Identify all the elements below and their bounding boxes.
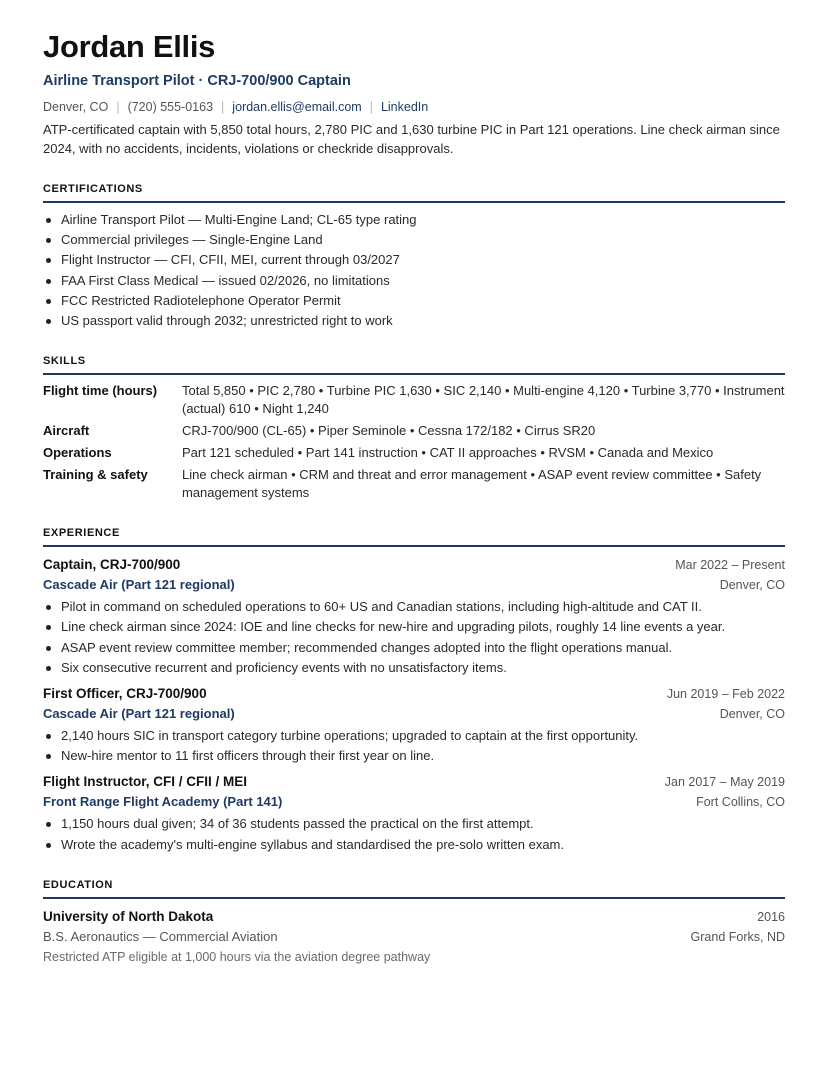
contact-linkedin-link[interactable]: LinkedIn	[380, 100, 429, 114]
job-subheader	[43, 575, 785, 595]
job-header	[43, 772, 785, 792]
education-entry	[43, 907, 785, 967]
list-item: New-hire mentor to 11 first officers through their first year on line.	[43, 747, 785, 765]
graduation-year: 2016	[757, 909, 785, 924]
job-dates: Jun 2019 – Feb 2022	[666, 687, 785, 702]
job-bullets	[43, 815, 785, 853]
section-heading: EXPERIENCE	[43, 527, 120, 540]
skill-value: Part 121 scheduled • Part 141 instruction • CAT II approaches • RVSM • Canada and Mexico	[182, 445, 714, 461]
job-location: Denver, CO	[719, 578, 785, 593]
section-divider	[43, 897, 785, 899]
school-name: University of North Dakota	[43, 908, 214, 924]
section-heading: EDUCATION	[43, 878, 113, 891]
list-item: ASAP event review committee member; recommended changes adopted into the flight operations manual.	[43, 639, 785, 657]
list-item: Pilot in command on scheduled operations to 60+ US and Canadian stations, including high-altitude and CAT II.	[43, 598, 785, 616]
candidate-name: Jordan Ellis	[43, 29, 216, 64]
skill-value: Total 5,850 • PIC 2,780 • Turbine PIC 1,630 • SIC 2,140 • Multi-engine 4,120 • Turbine 3,770 • Instrument (actual) 610 • Night 1,240	[182, 383, 785, 417]
contact-separator: |	[221, 100, 225, 114]
job-entry	[43, 684, 785, 765]
job-role: First Officer, CRJ-700/900	[43, 686, 207, 702]
contact-email-link[interactable]: jordan.ellis@email.com	[232, 100, 362, 114]
contact-separator: |	[116, 100, 120, 114]
section-divider	[43, 545, 785, 547]
list-item: US passport valid through 2032; unrestricted right to work	[43, 312, 785, 330]
list-item: Airline Transport Pilot — Multi-Engine Land; CL-65 type rating	[43, 211, 785, 229]
skill-label: Training & safety	[43, 467, 148, 483]
list-item: 2,140 hours SIC in transport category turbine operations; upgraded to captain at the first opportunity.	[43, 727, 785, 745]
job-role: Flight Instructor, CFI / CFII / MEI	[43, 774, 247, 790]
degree-name: B.S. Aeronautics — Commercial Aviation	[43, 928, 278, 944]
job-location: Denver, CO	[719, 707, 785, 722]
list-item: FAA First Class Medical — issued 02/2026, no limitations	[43, 272, 785, 290]
job-header	[43, 555, 785, 575]
job-subheader	[43, 792, 785, 812]
section-divider	[43, 201, 785, 203]
skill-row	[43, 382, 785, 418]
contact-separator: |	[369, 100, 373, 114]
job-organization: Cascade Air (Part 121 regional)	[43, 706, 235, 722]
skill-label: Operations	[43, 445, 112, 461]
section-heading: CERTIFICATIONS	[43, 183, 143, 195]
job-organization: Cascade Air (Part 121 regional)	[43, 577, 235, 593]
education-header	[43, 907, 785, 927]
list-item: Flight Instructor — CFI, CFII, MEI, current through 03/2027	[43, 251, 785, 269]
skill-row	[43, 466, 785, 502]
skill-label: Flight time (hours)	[43, 383, 158, 399]
certifications-section	[43, 182, 785, 330]
certifications-list	[43, 211, 785, 330]
job-entry	[43, 772, 785, 853]
skill-row	[43, 444, 785, 462]
list-item: Wrote the academy's multi-engine syllabus and standardised the pre-solo written exam.	[43, 836, 785, 854]
job-dates: Mar 2022 – Present	[675, 558, 785, 573]
education-note: Restricted ATP eligible at 1,000 hours via the aviation degree pathway	[43, 949, 431, 964]
job-organization: Front Range Flight Academy (Part 141)	[43, 794, 283, 810]
skill-value: CRJ-700/900 (CL-65) • Piper Seminole • Cessna 172/182 • Cirrus SR20	[182, 423, 596, 439]
summary-text: ATP-certificated captain with 5,850 total hours, 2,780 PIC and 1,630 turbine PIC in Part 121 operations. Line check airman since 2024, with no accidents, incidents, violations or checkride disapprovals.	[43, 122, 780, 156]
contact-phone: (720) 555-0163	[127, 100, 214, 114]
experience-section	[43, 526, 785, 854]
job-subheader	[43, 704, 785, 724]
list-item: Commercial privileges — Single-Engine Land	[43, 231, 785, 249]
job-dates: Jan 2017 – May 2019	[664, 775, 785, 790]
skill-row	[43, 422, 785, 440]
list-item: FCC Restricted Radiotelephone Operator Permit	[43, 292, 785, 310]
section-divider	[43, 373, 785, 375]
contact-location: Denver, CO	[43, 100, 109, 114]
skill-value: Line check airman • CRM and threat and error management • ASAP event review committee • Safety management systems	[182, 467, 762, 501]
skills-section	[43, 354, 785, 502]
job-header	[43, 684, 785, 704]
job-entry	[43, 555, 785, 677]
job-role: Captain, CRJ-700/900	[43, 557, 181, 573]
skills-table	[43, 382, 785, 502]
list-item: 1,150 hours dual given; 34 of 36 students passed the practical on the first attempt.	[43, 815, 785, 833]
school-location: Grand Forks, ND	[690, 929, 785, 944]
list-item: Six consecutive recurrent and proficiency events with no unsatisfactory items.	[43, 659, 785, 677]
professional-title: Airline Transport Pilot · CRJ-700/900 Captain	[43, 73, 351, 89]
contact-line	[43, 99, 785, 115]
list-item: Line check airman since 2024: IOE and line checks for new-hire and upgrading pilots, roughly 14 line events a year.	[43, 618, 785, 636]
education-section	[43, 878, 785, 967]
section-heading: SKILLS	[43, 355, 86, 368]
job-bullets	[43, 598, 785, 677]
skill-label: Aircraft	[43, 423, 90, 439]
job-location: Fort Collins, CO	[696, 795, 785, 810]
job-bullets	[43, 727, 785, 765]
education-subheader	[43, 927, 785, 947]
